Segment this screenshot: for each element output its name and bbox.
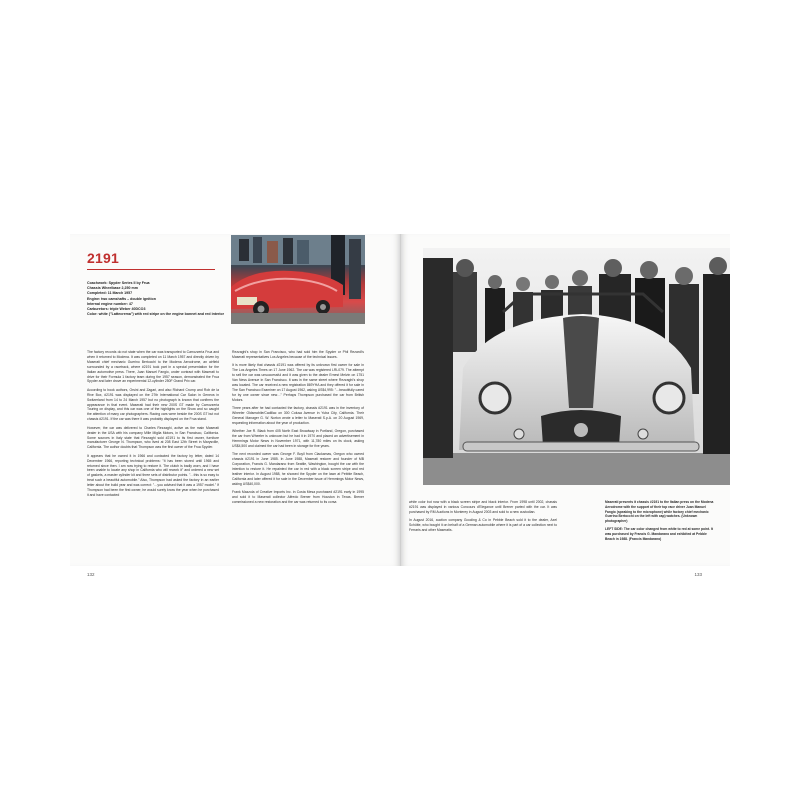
caption-paragraph: Maserati presents it chassis #2191 to the Italian press on the Modena Aerodrome with the support of their top race driver Juan Manuel Fangio (speaking to the microphone) while factory chief mechanic Guerino Bertocchi on the left with cap) watches. (Unknown photographer) [605, 500, 714, 524]
page-number-left: 132 [87, 572, 95, 577]
text-column-2 [232, 350, 364, 508]
paragraph: The next recorded owner was George F. Boyll from Clackamas, Oregon who owned chassis #2191 in June 1985. In June 1988, Maserati restorer and founder of MB Corporation, Francis G. Mandarano from Seattle, Washington, bought the car with the intention to restore it. He repainted the car in red with a black screen stripe and red leather interior. In August 1988, he showed the Spyder on the lawn at Pebble Beach, California and later offered it for sale in the December issue of Hemmings Motor News, asking US$40,000. [232, 452, 364, 486]
text-column-3 [409, 500, 557, 536]
page-number-right: 133 [694, 572, 702, 577]
paragraph: Whether Joe R. Black from 405 North East Broadway in Portland, Oregon, purchased the car from Wheeler is unknown but he had it in 1970 and placed an advertisement in Hemmings Motor News in November 1971, with 11,780 miles on its clock, asking US$4,500 and claimed the car had been in storage for five years. [232, 429, 364, 448]
caption-paragraph: LEFT SIDE: The car color changed from white to red at some point. It was purchased by Francis G. Mandarano and exhibited at Pebble Beach in 1988. (Francis Mandarano) [605, 527, 713, 542]
paragraph: It is more likely that chassis #2191 was offered by its unknown first owner for sale in The Los Angeles Times on 17 June 1962. The car was registered LRL079. The attempt to sell the car was unsuccessful and it was given to the dealer Ernest Melvin on 1751 Van Ness Avenue in San Francisco. It was in the same street where Rezzaghi's shop was located. The car received a new registration 869YHA and they offered it for sale in The San Francisco Examiner on 17 August 1962, asking US$4,995: "…beautifully cared for by one owner since new…" Perhaps Thompson purchased the car from British Motors. [232, 363, 364, 402]
paragraph: Frank Mazzola of Creative Imports Inc. in Costa Mesa purchased #2191 early in 1995 and sold it to Maserati collector Alfredo Brener from Houston in Texas. Brener commissioned a new restoration and the car was returned to its corsa [232, 490, 364, 504]
color-photo-red-spyder [231, 235, 365, 324]
title-rule [87, 269, 215, 270]
chassis-title: 2191 [87, 250, 119, 266]
bw-photo-press-presentation [423, 248, 730, 485]
spec-line: Completed: 11 March 1957 [87, 291, 133, 296]
paragraph: However, the car was delivered to Charles Rezzaghi, active as the main Maserati dealer in the USA with his company Mille Miglia Motors, in San Francisco, California. Some sources in Italy state that Rezzaghi sold #2191 to its first owner, furniture manufacturer George N. Thompson, who lived at 208 East 12th Street in Marysville, California. The author doubts that Thompson was the first owner of the Frua Spyder. [87, 425, 219, 450]
spec-line: Coachwork: Spyder Series II by Frua [87, 281, 150, 285]
bw-spyder-photo-art [423, 248, 730, 485]
spec-line: Internal engine number: 47 [87, 301, 133, 306]
red-spyder-photo-art [231, 235, 365, 324]
paragraph: It appears that he owned it in 1966 and contacted the factory by letter, dated 14 December 1966, reporting technical problems: "It has been stored until 1965 and returned since then. I am now trying to restore it. The clutch is badly worn, and I have been unable to locate any shop in California who will rework it" and ordered a new set of gaskets, a master cylinder kit and three sets of distributor points. "…this is so easy to treat such a beautiful automobile." Also, Thompson had asked the factory in an earlier letter about the build year and was correct: "…you advised that it was a 1957 model." If Thompson had been the first owner, he would surely know the year when he purchased it and have contacted [87, 453, 219, 497]
spec-line: Color: white ("Lattecrema") with red stripe on the engine bonnet and red interior [87, 312, 224, 317]
right-page [401, 234, 730, 566]
paragraph: According to book authors, Orsini and Zagari, and also Richard Crump and Rob de la Rive Box, #2191 was displayed on the 27th International Car Salon in Geneva in Switzerland from 14 to 24 March 1957 but no photograph is known that confirms the appearance in that event. Maserati had their new 200S GT made by Carrozzeria Touring on display, and this car was one of the highlights on the Show and so caught the attention of many car photographers. Racing cars were beside the 200S GT but not chassis #2191. If the car was there it was probably displayed on the Frua stand. [87, 387, 219, 422]
spec-line: Carburetors: triple Weber 40DCO3 [87, 307, 146, 312]
left-page [70, 234, 401, 566]
paragraph: Three years after he had contacted the factory, chassis #2191 was in the inventory of Wheeler Oldsmobile/Cadillac on 300 Colusa Avenue in Yuba City, California. Their General Manager G. W. Norton wrote a letter to Maserati S.p.A. on 20 August 1969, requesting information about the year of production. [232, 406, 364, 425]
paragraph: Rezzaghi's shop in San Francisco, who had sold him the Spyder or Phil Rezardi's Maserati representatives Los Angeles because of the technical issues. [232, 350, 364, 359]
spec-list [87, 281, 227, 317]
text-column-1 [87, 350, 219, 501]
spec-line: Chassis Wheelbase 2,250 mm [87, 286, 138, 291]
spec-line: Engine: two camshafts – double ignition [87, 296, 156, 301]
paragraph: The factory records do not state when the car was transported to Carrozzeria Frua and when it returned to Modena. It was completed on 11 March 1957 and directly driven by Maserati chief mechanic Guerino Bertocchi to the Modena Aerodrome, an airfield surrounded by a racetrack, where #2191 took part in a special presentation for the Italian automotive press. There, Juan Manuel Fangio, under contract with Maserati to drive for their Formula 1 factory team during the 1957 season, demonstrated the Frua Spyder and later drove an experimental 12-cylinder 250F Grand Prix car. [87, 350, 219, 384]
book-spread [70, 234, 730, 577]
paragraph: In August 2016, auction company Gooding & Co in Pebble Beach sold it to the dealer, Axel Schütte, who bought it on behalf of a German automobile where it is part of a car collection next to Ferraris and other Maseratis. [409, 518, 557, 533]
photo-caption [605, 500, 717, 545]
paragraph: white color but now with a black screen stripe and black interior. From 1998 until 2002, chassis #2191 was displayed in various Concours d'Elegance until Brener parted with the car. It was purchased by RM Auctions in Monterey in August 2003 and sold to a new custodian. [409, 500, 557, 514]
